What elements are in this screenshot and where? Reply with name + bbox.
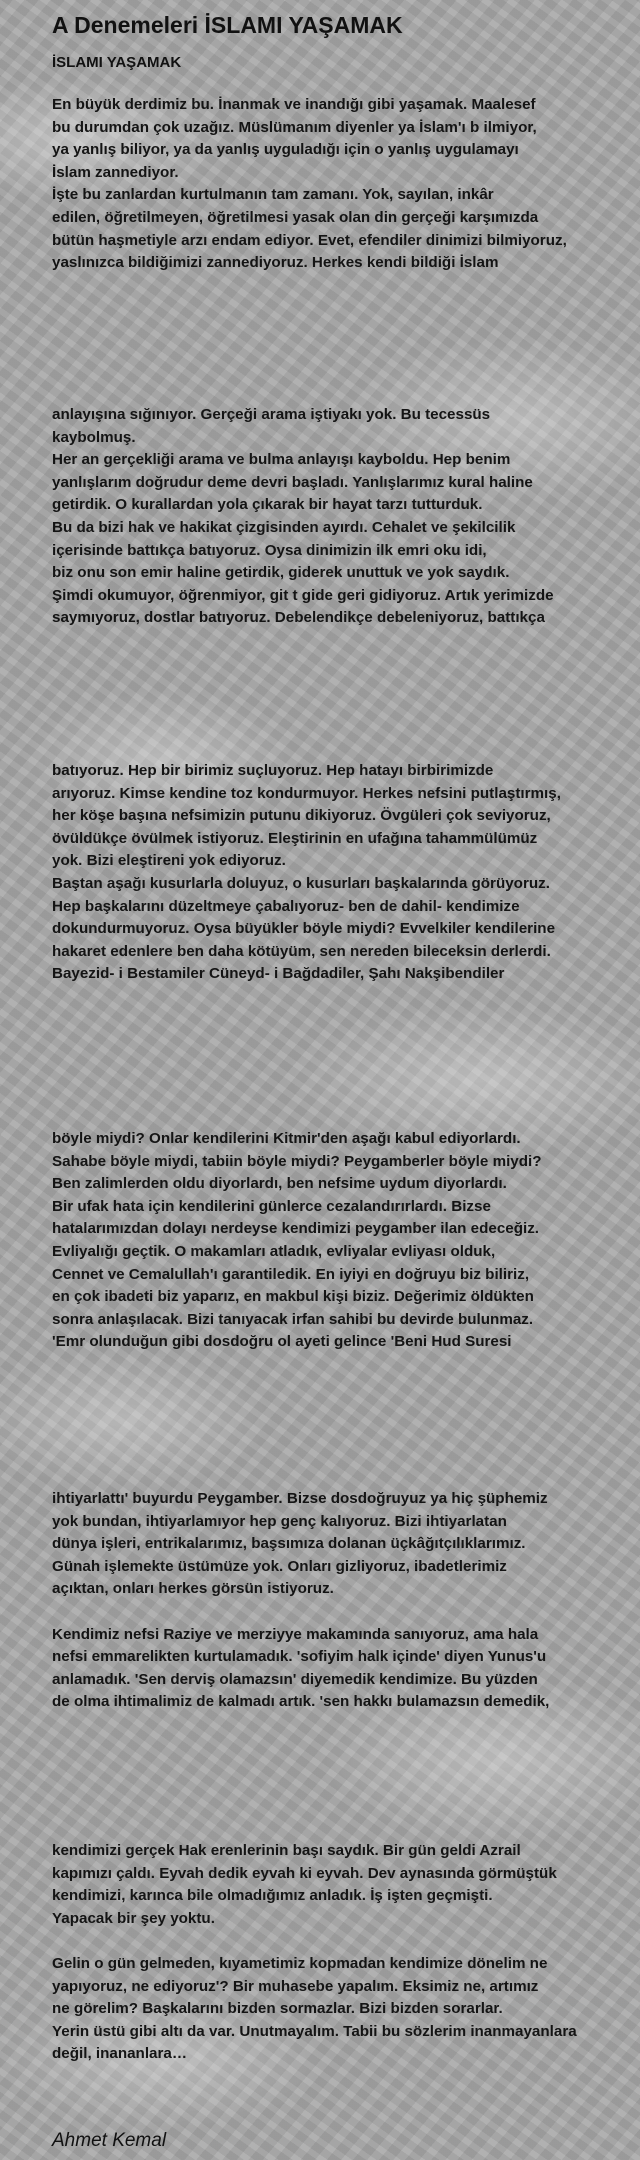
paragraph-block-6	[52, 1840, 632, 2066]
paragraph-block-5	[52, 1488, 632, 1714]
text-line: Bayezid- i Bestamiler Cüneyd- i Bağdadiler, Şahı Nakşibendiler	[52, 965, 505, 983]
text-line: dünya işleri, entrikalarımız, başsımıza dolanan üçkâğıtçılıklarımız.	[52, 1535, 526, 1553]
text-line: kaybolmuş.	[52, 428, 136, 446]
text-line: en çok ibadeti biz yaparız, en makbul kişi biziz. Değerimiz öldükten	[52, 1288, 534, 1306]
text-line: dokundurmuyoruz. Oysa büyükler böyle miydi? Evvelkiler kendilerine	[52, 920, 556, 938]
text-line: de olma ihtimalimiz de kalmadı artık. 'sen hakkı bulamazsın demedik,	[52, 1693, 550, 1711]
text-line: yaslınızca bildiğimizi zannediyoruz. Herkes kendi bildiği İslam	[52, 254, 499, 272]
text-line: Hep başkalarını düzeltmeye çabalıyoruz- ben de dahil- kendimize	[52, 897, 520, 915]
text-line: arıyoruz. Kimse kendine toz kondurmuyor. Herkes nefsini putlaştırmış,	[52, 784, 561, 802]
text-line: her köşe başına nefsimizin putunu dikiyoruz. Övgüleri çok seviyoruz,	[52, 807, 551, 825]
text-line: yok bundan, ihtiyarlamıyor hep genç kalıyoruz. Bizi ihtiyarlatan	[52, 1512, 507, 1530]
page-title: A Denemeleri İSLAMI YAŞAMAK	[52, 12, 403, 38]
text-line: Kendimiz nefsi Raziye ve merziyye makamında sanıyoruz, ama hala	[52, 1625, 539, 1643]
text-line: saymıyoruz, dostlar batıyoruz. Debelendikçe debeleniyoruz, battıkça	[52, 609, 545, 627]
text-line: En büyük derdimiz bu. İnanmak ve inandığı gibi yaşamak. Maalesef	[52, 96, 536, 113]
paragraph-block-3	[52, 760, 632, 986]
paragraph-block-2	[52, 404, 632, 630]
text-line: içerisinde battıkça batıyoruz. Oysa dinimizin ilk emri oku idi,	[52, 541, 487, 559]
text-line: İslam zannediyor.	[52, 163, 179, 181]
text-line: bu durumdan çok uzağız. Müslümanım diyenler ya İslam'ı b ilmiyor,	[52, 118, 537, 136]
text-line: hatalarımızdan dolayı nerdeyse kendimizi peygamber ilan edeceğiz.	[52, 1220, 540, 1238]
text-line: yanlışlarım doğrudur deme devri başladı. Yanlışlarımız kural haline	[52, 473, 533, 491]
text-line: Bu da bizi hak ve hakikat çizgisinden ayırdı. Cehalet ve şekilcilik	[52, 518, 516, 536]
text-line: Her an gerçekliği arama ve bulma anlayışı kayboldu. Hep benim	[52, 451, 511, 469]
text-line: Yerin üstü gibi altı da var. Unutmayalım. Tabii bu sözlerim inanmayanlara	[52, 2022, 577, 2040]
text-line: hakaret edenlere ben daha kötüyüm, sen nereden bileceksin derlerdi.	[52, 942, 551, 960]
text-line: böyle miydi? Onlar kendilerini Kitmir'den aşağı kabul ediyorlardı.	[52, 1130, 521, 1147]
text-line: getirdik. O kurallardan yola çıkarak bir hayat tarzı tutturduk.	[52, 496, 483, 514]
text-line	[52, 1601, 632, 1624]
text-line: Bir ufak hata için kendilerini günlerce cezalandırırlardı. Bizse	[52, 1197, 491, 1215]
text-line: yok. Bizi eleştireni yok ediyoruz.	[52, 852, 286, 870]
text-line: biz onu son emir haline getirdik, giderek unuttuk ve yok saydık.	[52, 564, 510, 582]
text-line: yapıyoruz, ne ediyoruz'? Bir muhasebe yapalım. Eksimiz ne, artımız	[52, 1977, 539, 1995]
text-line: batıyoruz. Hep bir birimiz suçluyoruz. Hep hatayı birbirimizde	[52, 762, 494, 779]
author-signature: Ahmet Kemal	[52, 2130, 167, 2151]
text-line: Şimdi okumuyor, öğrenmiyor, git t gide geri gidiyoruz. Artık yerimizde	[52, 586, 554, 604]
text-line: Günah işlemekte üstümüze yok. Onları gizliyoruz, ibadetlerimiz	[52, 1557, 507, 1575]
text-line: açıktan, onları herkes görsün istiyoruz.	[52, 1580, 334, 1598]
text-line: ne görelim? Başkalarını bizden sormazlar. Bizi bizden sorarlar.	[52, 2000, 503, 2018]
text-line: ihtiyarlattı' buyurdu Peygamber. Bizse dosdoğruyuz ya hiç şüphemiz	[52, 1490, 548, 1507]
text-line: övüldükçe övülmek istiyoruz. Eleştirinin en ufağına tahammülümüz	[52, 829, 538, 847]
text-line: bütün haşmetiyle arzı endam ediyor. Evet, efendiler dinimizi bilmiyoruz,	[52, 231, 567, 249]
text-line: kendimizi gerçek Hak erenlerinin başı saydık. Bir gün geldi Azrail	[52, 1842, 521, 1859]
text-line: nefsi emmarelikten kurtulamadık. 'sofiyim halk içinde' diyen Yunus'u	[52, 1648, 547, 1666]
text-line: değil, inananlara…	[52, 2045, 188, 2063]
paragraph-block-1	[52, 94, 632, 275]
text-line: Yapacak bir şey yoktu.	[52, 1909, 215, 1927]
text-line: edilen, öğretilmeyen, öğretilmesi yasak olan din gerçeği karşımızda	[52, 208, 539, 226]
text-line: Sahabe böyle miydi, tabiin böyle miydi? Peygamberler böyle miydi?	[52, 1152, 542, 1170]
article-subtitle: İSLAMI YAŞAMAK	[52, 54, 182, 71]
text-line	[52, 1930, 632, 1953]
text-line: Cennet ve Cemalullah'ı garantiledik. En iyiyi en doğruyu biz biliriz,	[52, 1265, 530, 1283]
text-line: 'Emr olunduğun gibi dosdoğru ol ayeti gelince 'Beni Hud Suresi	[52, 1333, 512, 1351]
text-line: sonra anlaşılacak. Bizi tanıyacak irfan sahibi bu devirde bulunmaz.	[52, 1310, 534, 1328]
text-line: Evliyalığı geçtik. O makamları atladık, evliyalar evliyası olduk,	[52, 1242, 496, 1260]
text-line: kendimizi, karınca bile olmadığımız anladık. İş işten geçmişti.	[52, 1887, 493, 1905]
text-line: Baştan aşağı kusurlarla doluyuz, o kusurları başkalarında görüyoruz.	[52, 874, 550, 892]
text-line: kapımızı çaldı. Eyvah dedik eyvah ki eyvah. Dev aynasında görmüştük	[52, 1864, 557, 1882]
text-line: İşte bu zanlardan kurtulmanın tam zamanı. Yok, sayılan, inkâr	[52, 186, 494, 204]
text-line: anlamadık. 'Sen derviş olamazsın' diyemedik kendimize. Bu yüzden	[52, 1670, 538, 1688]
text-line: Ben zalimlerden oldu diyorlardı, ben nefsime uydum diyorlardı.	[52, 1175, 507, 1193]
text-line: ya yanlış biliyor, ya da yanlış uyguladığı için o yanlış uygulamayı	[52, 141, 519, 159]
text-line: Gelin o gün gelmeden, kıyametimiz kopmadan kendimize dönelim ne	[52, 1954, 548, 1972]
paragraph-block-4	[52, 1128, 632, 1354]
text-line: anlayışına sığınıyor. Gerçeği arama iştiyakı yok. Bu tecessüs	[52, 406, 491, 423]
